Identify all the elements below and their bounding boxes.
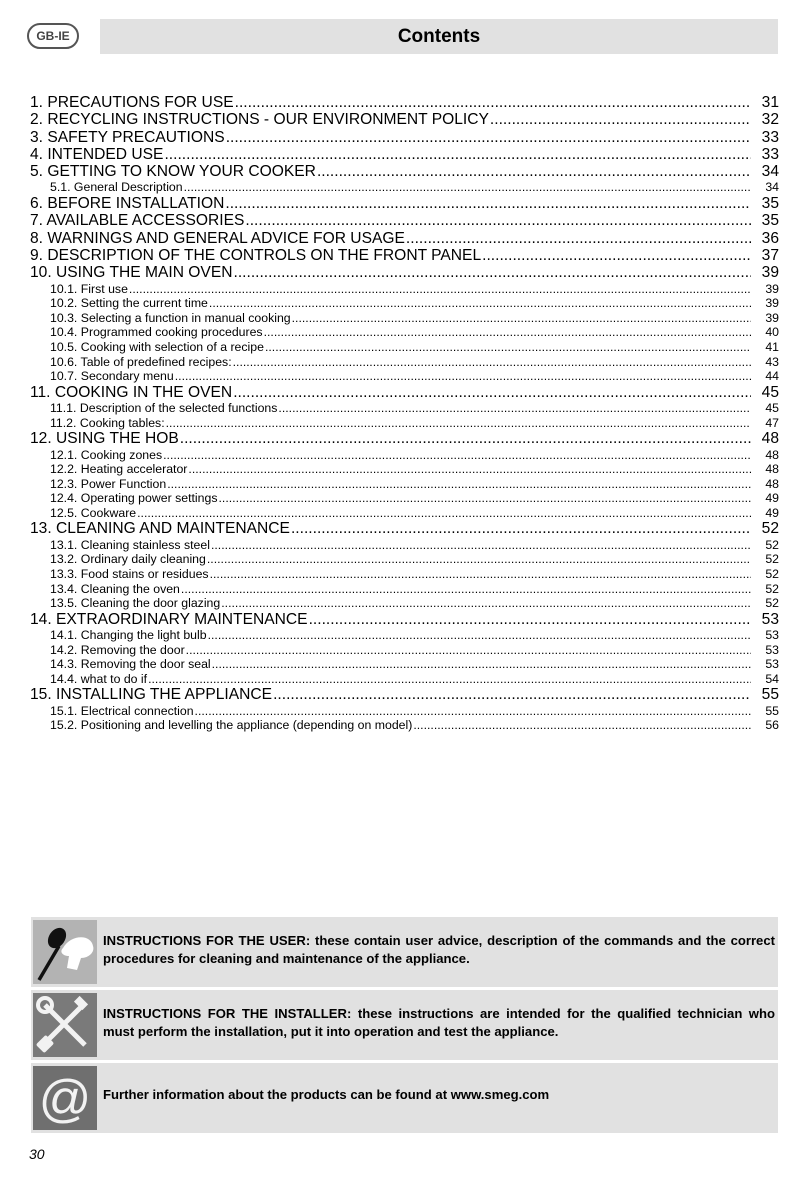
dot-leader xyxy=(164,146,751,163)
info-box-installer xyxy=(31,990,778,1060)
toc-section xyxy=(30,657,779,672)
dot-leader xyxy=(273,686,751,703)
dot-leader xyxy=(163,448,751,463)
dot-leader xyxy=(175,369,751,384)
toc-entry-title: 10.7. Secondary menu xyxy=(50,369,174,384)
toc-entry-page: 40 xyxy=(765,325,779,340)
toc-entry-page: 52 xyxy=(765,581,779,596)
toc-entry-title: 7. AVAILABLE ACCESSORIES xyxy=(30,212,245,230)
toc-section xyxy=(30,552,779,567)
toc-section xyxy=(30,311,779,326)
toc-section xyxy=(30,401,779,416)
toc-entry-title: 12.5. Cookware xyxy=(50,505,137,520)
toc-entry-page: 53 xyxy=(765,642,779,657)
toc-chapter xyxy=(30,212,779,229)
dot-leader xyxy=(264,325,751,340)
toc-entry-page: 52 xyxy=(765,552,779,567)
dot-leader xyxy=(148,672,751,687)
dot-leader xyxy=(186,643,751,658)
dot-leader xyxy=(211,538,751,553)
dot-leader xyxy=(167,477,751,492)
dot-leader xyxy=(265,340,751,355)
toc-entry-title: 10.1. First use xyxy=(50,281,128,296)
toc-entry-page: 39 xyxy=(765,310,779,325)
toc-entry-title: 12.2. Heating accelerator xyxy=(50,462,188,477)
toc-section xyxy=(30,582,779,597)
dot-leader xyxy=(233,355,751,370)
dot-leader xyxy=(137,506,751,521)
toc-entry-title: 13.4. Cleaning the oven xyxy=(50,581,180,596)
dot-leader xyxy=(180,430,751,447)
toc-entry-title: 13. CLEANING AND MAINTENANCE xyxy=(30,520,290,538)
toc-section xyxy=(30,462,779,477)
info-installer-text: INSTRUCTIONS FOR THE INSTALLER: these instructions are intended for the qualified technician who must perform the installation, put it into operation and test the appliance. xyxy=(103,1006,775,1039)
toc-entry-title: 12.3. Power Function xyxy=(50,476,167,491)
toc-entry-title: 14. EXTRAORDINARY MAINTENANCE xyxy=(30,610,308,628)
toc-entry-page: 34 xyxy=(761,163,779,181)
toc-chapter xyxy=(30,686,779,703)
toc-chapter xyxy=(30,430,779,447)
toc-entry-title: 13.3. Food stains or residues xyxy=(50,566,209,581)
toc-chapter xyxy=(30,94,779,111)
toc-chapter xyxy=(30,195,779,212)
toc-section xyxy=(30,282,779,297)
toc-entry-title: 10.4. Programmed cooking procedures xyxy=(50,325,263,340)
toc-entry-title: 14.2. Removing the door xyxy=(50,642,185,657)
toc-entry-title: 10.2. Setting the current time xyxy=(50,296,208,311)
table-of-contents xyxy=(30,94,779,733)
toc-entry-page: 37 xyxy=(761,246,779,264)
dot-leader xyxy=(233,264,751,281)
toc-entry-title: 11.2. Cooking tables: xyxy=(50,415,165,430)
toc-entry-page: 45 xyxy=(761,383,779,401)
toc-entry-page: 48 xyxy=(761,430,779,448)
dot-leader xyxy=(233,384,751,401)
toc-entry-page: 39 xyxy=(761,264,779,282)
toc-entry-page: 49 xyxy=(765,505,779,520)
toc-entry-title: 13.2. Ordinary daily cleaning xyxy=(50,552,206,567)
dot-leader xyxy=(292,311,751,326)
region-badge: GB-IE xyxy=(27,23,79,49)
toc-entry-page: 54 xyxy=(765,671,779,686)
dot-leader xyxy=(406,230,751,247)
toc-entry-title: 13.5. Cleaning the door glazing xyxy=(50,596,221,611)
dot-leader xyxy=(188,462,751,477)
toc-entry-title: 2. RECYCLING INSTRUCTIONS - OUR ENVIRONMENT POLICY xyxy=(30,111,489,129)
dot-leader xyxy=(309,611,751,628)
toc-section xyxy=(30,477,779,492)
dot-leader xyxy=(225,195,751,212)
info-box-user xyxy=(31,917,778,987)
toc-entry-page: 55 xyxy=(761,686,779,704)
toc-chapter xyxy=(30,264,779,281)
toc-entry-title: 15.1. Electrical connection xyxy=(50,703,194,718)
toc-entry-title: 1. PRECAUTIONS FOR USE xyxy=(30,94,234,111)
toc-entry-title: 10.3. Selecting a function in manual cooking xyxy=(50,310,291,325)
toc-chapter xyxy=(30,247,779,264)
toc-chapter xyxy=(30,111,779,128)
toc-section xyxy=(30,355,779,370)
toc-section xyxy=(30,506,779,521)
dot-leader xyxy=(413,718,751,733)
toc-chapter xyxy=(30,611,779,628)
toc-entry-title: 14.3. Removing the door seal xyxy=(50,657,211,672)
toc-section xyxy=(30,325,779,340)
toc-entry-page: 39 xyxy=(765,296,779,311)
toc-entry-page: 39 xyxy=(765,281,779,296)
toc-chapter xyxy=(30,520,779,537)
dot-leader xyxy=(212,657,751,672)
toc-entry-title: 15.2. Positioning and levelling the appliance (depending on model) xyxy=(50,718,413,733)
toc-entry-page: 53 xyxy=(761,610,779,628)
dot-leader xyxy=(490,111,751,128)
info-box-web xyxy=(31,1063,778,1133)
dot-leader xyxy=(208,628,751,643)
toc-entry-page: 43 xyxy=(765,354,779,369)
dot-leader xyxy=(166,416,751,431)
toc-entry-title: 5. GETTING TO KNOW YOUR COOKER xyxy=(30,163,316,181)
toc-entry-title: 12. USING THE HOB xyxy=(30,430,179,448)
toc-section xyxy=(30,448,779,463)
toc-entry-page: 31 xyxy=(761,94,779,111)
dot-leader xyxy=(317,163,751,180)
toc-section xyxy=(30,538,779,553)
toc-entry-page: 55 xyxy=(765,703,779,718)
dot-leader xyxy=(218,491,751,506)
toc-entry-page: 35 xyxy=(761,212,779,230)
page-number: 30 xyxy=(29,1146,45,1162)
toc-entry-title: 14.4. what to do if xyxy=(50,671,148,686)
toc-entry-title: 13.1. Cleaning stainless steel xyxy=(50,537,210,552)
dot-leader xyxy=(181,582,751,597)
toc-entry-title: 5.1. General Description xyxy=(50,180,183,195)
dot-leader xyxy=(245,212,751,229)
dot-leader xyxy=(207,552,751,567)
toc-entry-title: 3. SAFETY PRECAUTIONS xyxy=(30,128,225,146)
toc-entry-page: 52 xyxy=(765,566,779,581)
toc-section xyxy=(30,643,779,658)
toc-entry-page: 48 xyxy=(765,476,779,491)
toc-section xyxy=(30,369,779,384)
toc-chapter xyxy=(30,230,779,247)
toc-entry-title: 9. DESCRIPTION OF THE CONTROLS ON THE FRONT PANEL xyxy=(30,246,482,264)
toc-entry-page: 52 xyxy=(765,596,779,611)
toc-section xyxy=(30,340,779,355)
toc-section xyxy=(30,628,779,643)
info-user-text: INSTRUCTIONS FOR THE USER: these contain user advice, description of the commands and the correct procedures for cleaning and maintenance of the appliance. xyxy=(103,933,775,966)
toc-section xyxy=(30,180,779,195)
dot-leader xyxy=(482,247,751,264)
toc-entry-page: 56 xyxy=(765,718,779,733)
toc-section xyxy=(30,718,779,733)
toc-entry-title: 15. INSTALLING THE APPLIANCE xyxy=(30,686,273,704)
toc-entry-page: 32 xyxy=(761,111,779,129)
toc-entry-page: 47 xyxy=(765,415,779,430)
toc-entry-page: 48 xyxy=(765,447,779,462)
toc-section xyxy=(30,672,779,687)
dot-leader xyxy=(129,282,751,297)
toc-section xyxy=(30,416,779,431)
toc-chapter xyxy=(30,129,779,146)
toc-section xyxy=(30,296,779,311)
toc-entry-title: 6. BEFORE INSTALLATION xyxy=(30,195,225,213)
dot-leader xyxy=(291,520,751,537)
toc-entry-title: 10.6. Table of predefined recipes: xyxy=(50,354,232,369)
toc-section xyxy=(30,704,779,719)
toc-entry-title: 12.4. Operating power settings xyxy=(50,491,218,506)
toc-entry-title: 4. INTENDED USE xyxy=(30,145,164,163)
tools-icon xyxy=(33,993,97,1057)
dot-leader xyxy=(195,704,751,719)
toc-entry-page: 45 xyxy=(765,401,779,416)
toc-entry-page: 53 xyxy=(765,628,779,643)
toc-section xyxy=(30,567,779,582)
dot-leader xyxy=(226,129,751,146)
dot-leader xyxy=(184,180,751,195)
dot-leader xyxy=(209,296,751,311)
toc-entry-title: 11. COOKING IN THE OVEN xyxy=(30,383,233,401)
page-title: Contents xyxy=(100,19,778,54)
toc-entry-title: 14.1. Changing the light bulb xyxy=(50,628,207,643)
toc-entry-page: 52 xyxy=(765,537,779,552)
toc-entry-page: 44 xyxy=(765,369,779,384)
dot-leader xyxy=(235,94,751,111)
svg-text:@: @ xyxy=(38,1070,92,1128)
toc-entry-title: 8. WARNINGS AND GENERAL ADVICE FOR USAGE xyxy=(30,229,405,247)
toc-entry-title: 11.1. Description of the selected functions xyxy=(50,401,278,416)
dot-leader xyxy=(221,596,751,611)
toc-entry-page: 41 xyxy=(765,339,779,354)
toc-section xyxy=(30,596,779,611)
info-web-text: Further information about the products can be found at www.smeg.com xyxy=(103,1087,550,1102)
dot-leader xyxy=(210,567,751,582)
toc-entry-title: 10.5. Cooking with selection of a recipe xyxy=(50,339,264,354)
chef-spoon-icon xyxy=(33,920,97,984)
toc-entry-page: 33 xyxy=(761,128,779,146)
toc-entry-title: 10. USING THE MAIN OVEN xyxy=(30,264,233,282)
toc-entry-page: 33 xyxy=(761,145,779,163)
toc-entry-page: 35 xyxy=(761,195,779,213)
dot-leader xyxy=(278,401,751,416)
toc-section xyxy=(30,491,779,506)
toc-entry-page: 49 xyxy=(765,491,779,506)
toc-entry-title: 12.1. Cooking zones xyxy=(50,447,163,462)
toc-entry-page: 53 xyxy=(765,657,779,672)
toc-chapter xyxy=(30,146,779,163)
toc-entry-page: 34 xyxy=(765,180,779,195)
toc-chapter xyxy=(30,384,779,401)
toc-entry-page: 52 xyxy=(761,520,779,538)
at-sign-icon xyxy=(33,1066,97,1130)
toc-chapter xyxy=(30,163,779,180)
toc-entry-page: 36 xyxy=(761,229,779,247)
toc-entry-page: 48 xyxy=(765,462,779,477)
